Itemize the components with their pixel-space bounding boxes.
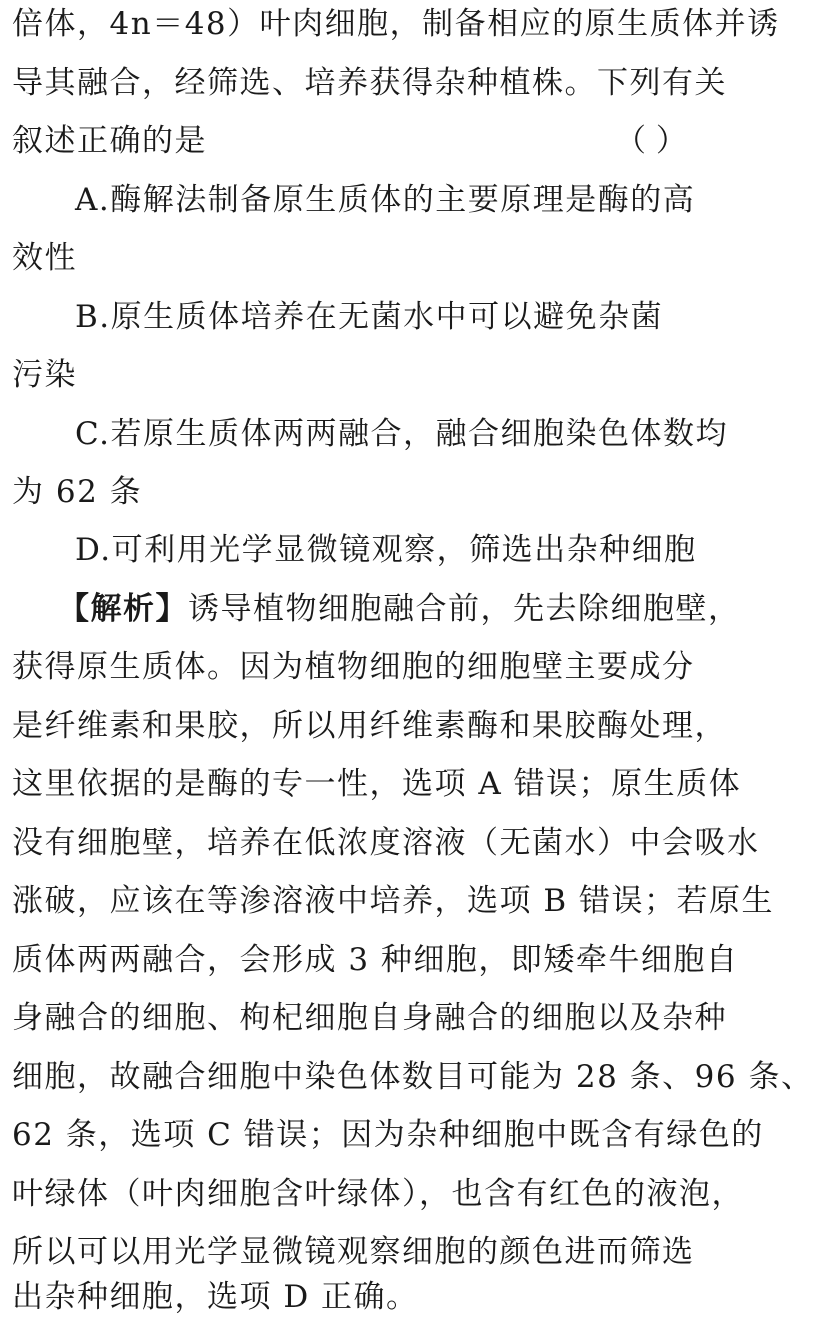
option-c-line-1: C.若原生质体两两融合，融合细胞染色体数均 xyxy=(75,416,728,452)
option-b-line-1: B.原生质体培养在无菌水中可以避免杂菌 xyxy=(75,299,664,335)
analysis-line-6: 涨破，应该在等渗溶液中培养，选项 B 错误；若原生 xyxy=(12,883,774,919)
option-a-line-1: A.酶解法制备原生质体的主要原理是酶的高 xyxy=(75,182,696,218)
analysis-line-9: 细胞，故融合细胞中染色体数目可能为 28 条、96 条、 xyxy=(12,1059,813,1095)
analysis-line-2: 获得原生质体。因为植物细胞的细胞壁主要成分 xyxy=(12,649,695,685)
analysis-line-8: 身融合的细胞、枸杞细胞自身融合的细胞以及杂种 xyxy=(12,1000,727,1036)
option-a-line-2: 效性 xyxy=(12,240,77,276)
analysis-line-10: 62 条，选项 C 错误；因为杂种细胞中既含有绿色的 xyxy=(12,1117,764,1153)
analysis-line-1-text: 诱导植物细胞融合前，先去除细胞壁， xyxy=(188,591,741,627)
question-line-1: 倍体，4n＝48）叶肉细胞，制备相应的原生质体并诱 xyxy=(12,6,780,42)
analysis-line-12: 所以可以用光学显微镜观察细胞的颜色进而筛选 xyxy=(12,1234,695,1270)
question-line-2: 导其融合，经筛选、培养获得杂种植株。下列有关 xyxy=(12,65,727,101)
analysis-line-3: 是纤维素和果胶，所以用纤维素酶和果胶酶处理， xyxy=(12,708,727,744)
option-d-line-1: D.可利用光学显微镜观察，筛选出杂种细胞 xyxy=(75,532,697,568)
question-line-3: 叙述正确的是 xyxy=(12,123,207,159)
option-b-line-2: 污染 xyxy=(12,357,77,393)
analysis-line-4: 这里依据的是酶的专一性，选项 A 错误；原生质体 xyxy=(12,766,742,802)
analysis-line-1 xyxy=(58,589,741,629)
analysis-line-7: 质体两两融合，会形成 3 种细胞，即矮牵牛细胞自 xyxy=(12,942,739,978)
analysis-line-5: 没有细胞壁，培养在低浓度溶液（无菌水）中会吸水 xyxy=(12,825,760,861)
analysis-line-11: 叶绿体（叶肉细胞含叶绿体），也含有红色的液泡， xyxy=(12,1176,744,1212)
analysis-tag: 【解析】 xyxy=(58,591,188,627)
analysis-line-13: 出杂种细胞，选项 D 正确。 xyxy=(12,1279,419,1315)
answer-parentheses: （ ） xyxy=(615,123,687,159)
option-c-line-2: 为 62 条 xyxy=(12,474,143,510)
